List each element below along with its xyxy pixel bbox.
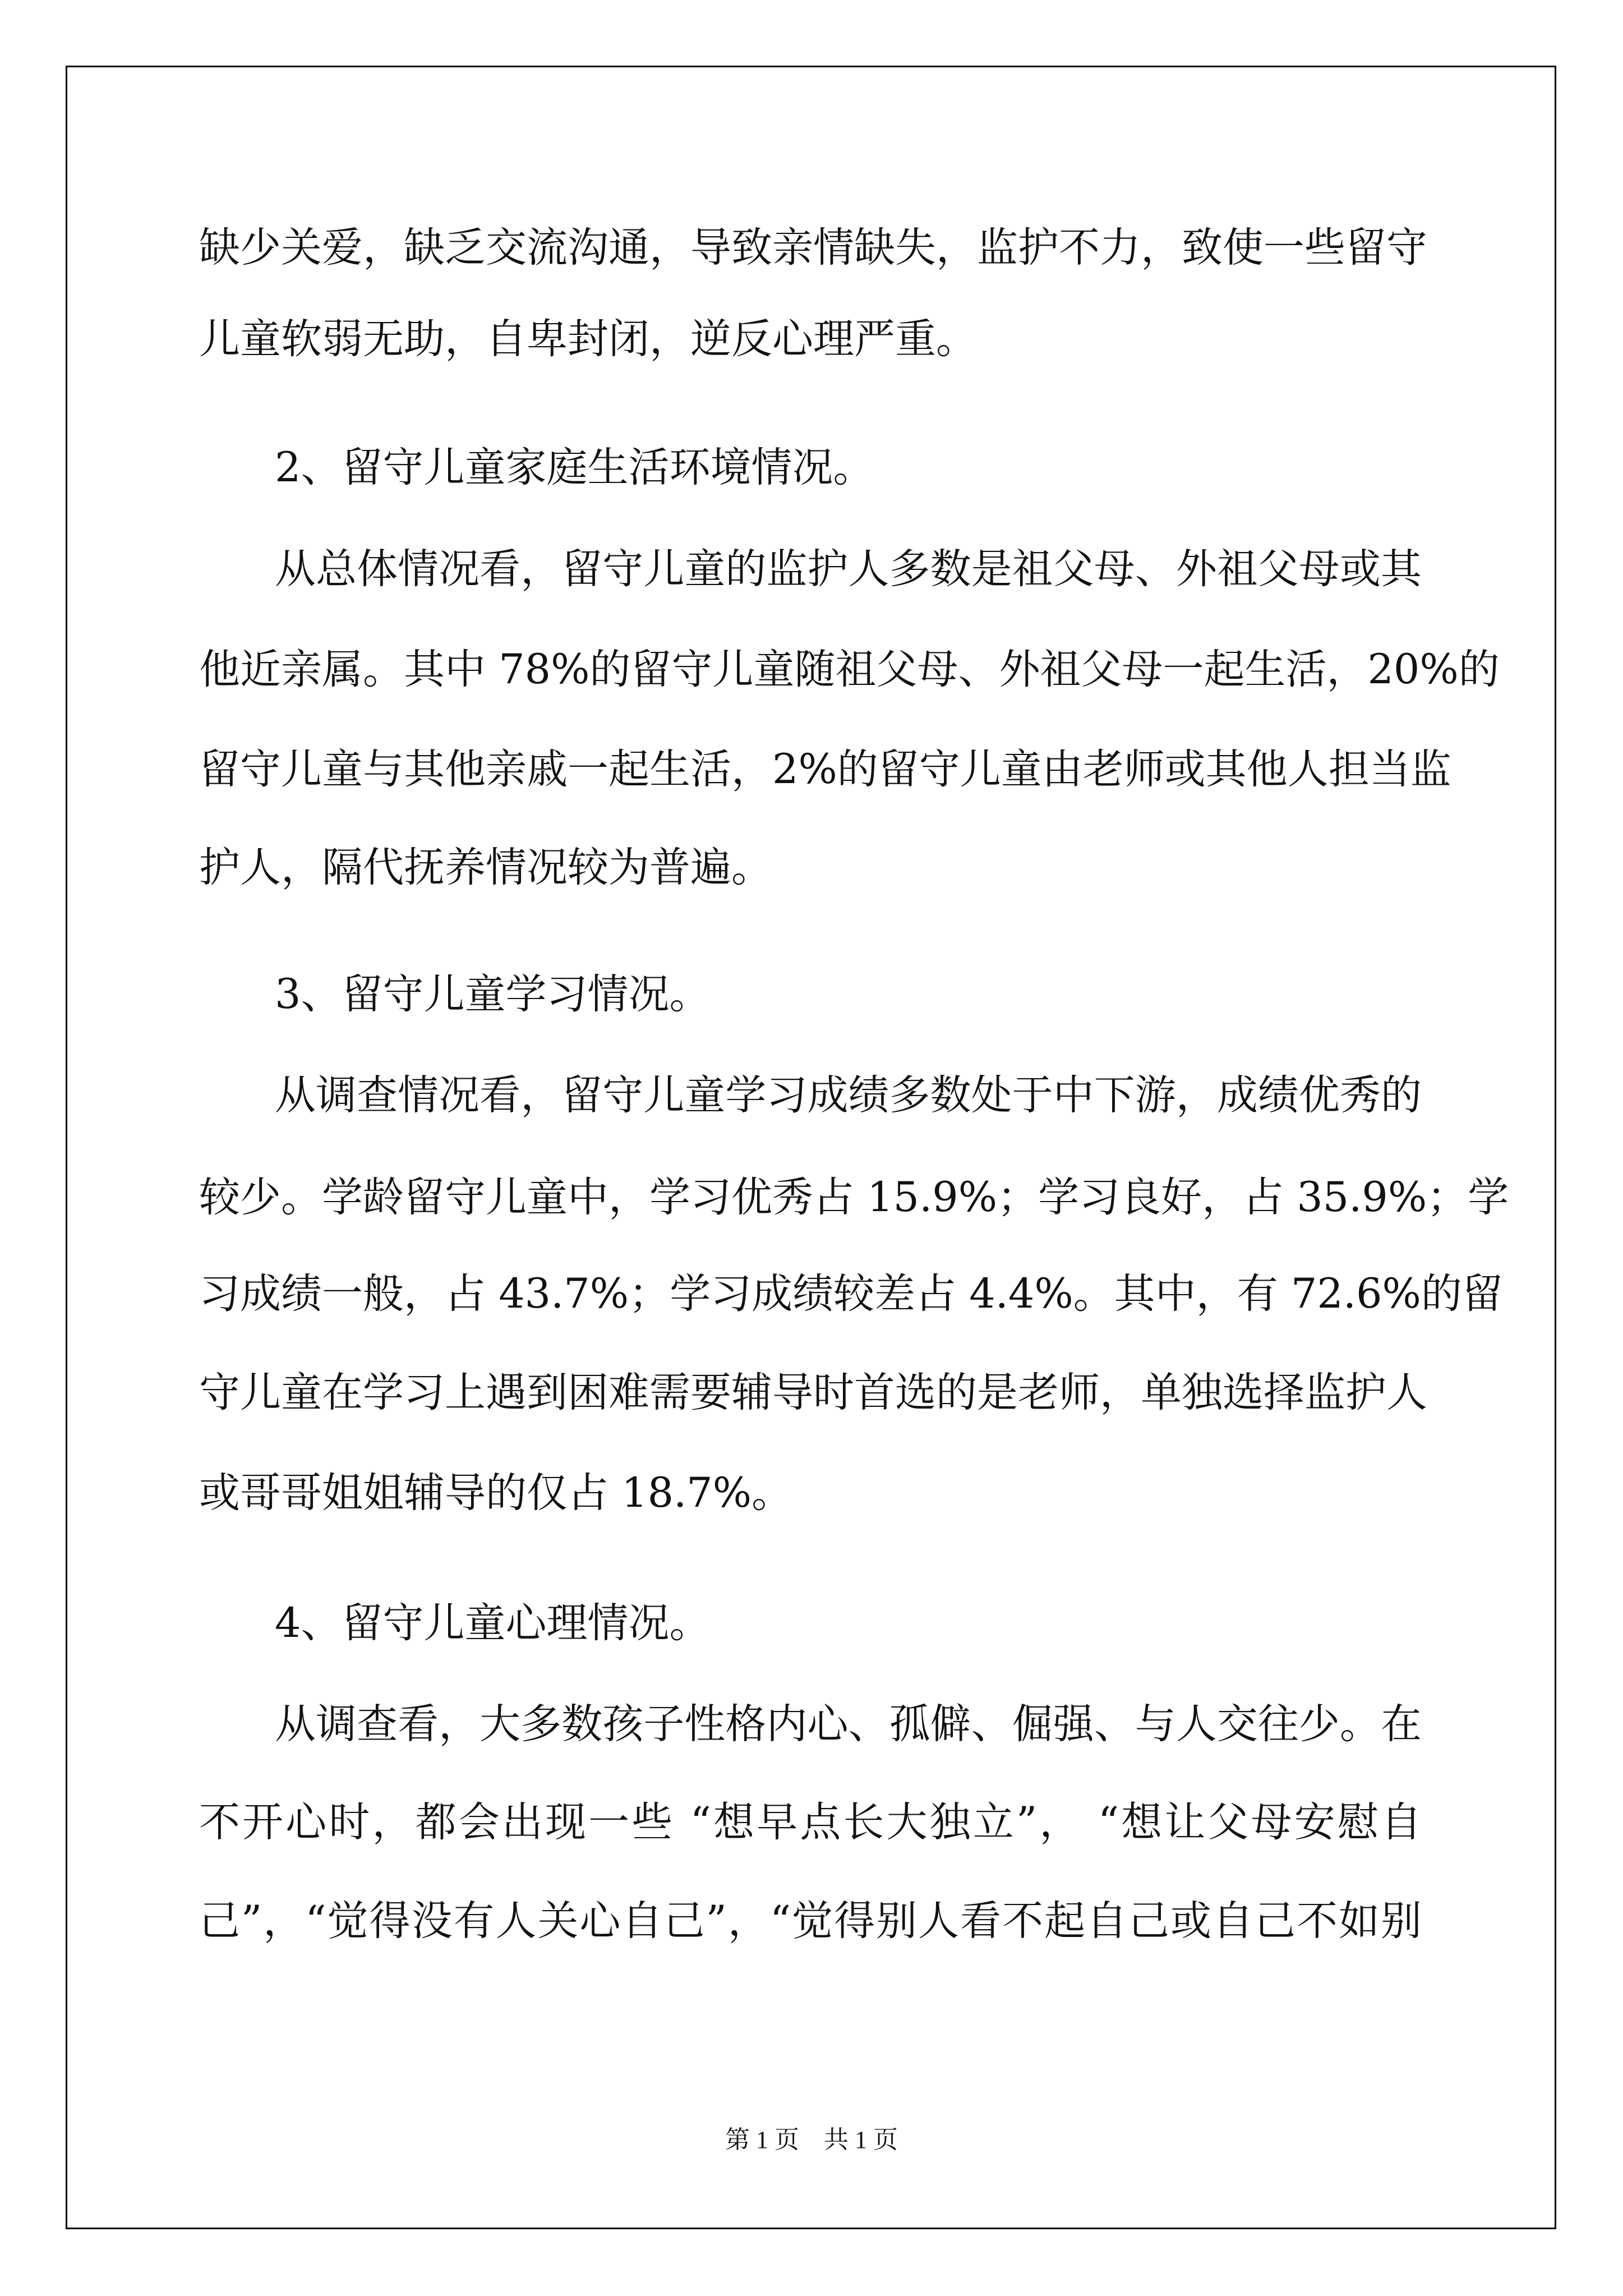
paragraph-line: 守儿童在学习上遇到困难需要辅导时首选的是老师，单独选择监护人 — [199, 1369, 1427, 1416]
section-heading: 4、留守儿童心理情况。 — [275, 1599, 711, 1647]
paragraph-line: 儿童软弱无助，自卑封闭，逆反心理严重。 — [199, 315, 977, 363]
page-number-footer: 第 1 页 共 1 页 — [725, 2126, 898, 2154]
paragraph-line: 从总体情况看，留守儿童的监护人多数是祖父母、外祖父母或其 — [275, 545, 1422, 593]
paragraph-line: 从调查看，大多数孩子性格内心、孤僻、倔强、与人交往少。在 — [275, 1700, 1422, 1748]
paragraph-line: 较少。学龄留守儿童中，学习优秀占 15.9%；学习良好，占 35.9%；学 — [199, 1174, 1509, 1221]
paragraph-line: 习成绩一般，占 43.7%；学习成绩较差占 4.4%。其中，有 72.6%的留 — [199, 1270, 1503, 1318]
paragraph-line: 从调查情况看，留守儿童学习成绩多数处于中下游，成绩优秀的 — [275, 1071, 1422, 1119]
section-heading: 3、留守儿童学习情况。 — [275, 970, 711, 1018]
paragraph-line: 缺少关爱，缺乏交流沟通，导致亲情缺失，监护不力，致使一些留守 — [199, 224, 1427, 272]
paragraph-line: 留守儿童与其他亲戚一起生活，2%的留守儿童由老师或其他人担当监 — [199, 746, 1451, 793]
paragraph-line: 护人，隔代抚养情况较为普遍。 — [199, 844, 772, 891]
section-heading: 2、留守儿童家庭生活环境情况。 — [275, 444, 874, 491]
paragraph-line: 他近亲属。其中 78%的留守儿童随祖父母、外祖父母一起生活，20%的 — [199, 646, 1500, 693]
paragraph-line: 不开心时，都会出现一些 “想早点长大独立”， “想让父母安慰自 — [199, 1798, 1422, 1846]
paragraph-line: 或哥哥姐姐辅导的仅占 18.7%。 — [199, 1469, 793, 1517]
paragraph-line: 己”，“觉得没有人关心自己”，“觉得别人看不起自己或自己不如别 — [199, 1897, 1422, 1945]
